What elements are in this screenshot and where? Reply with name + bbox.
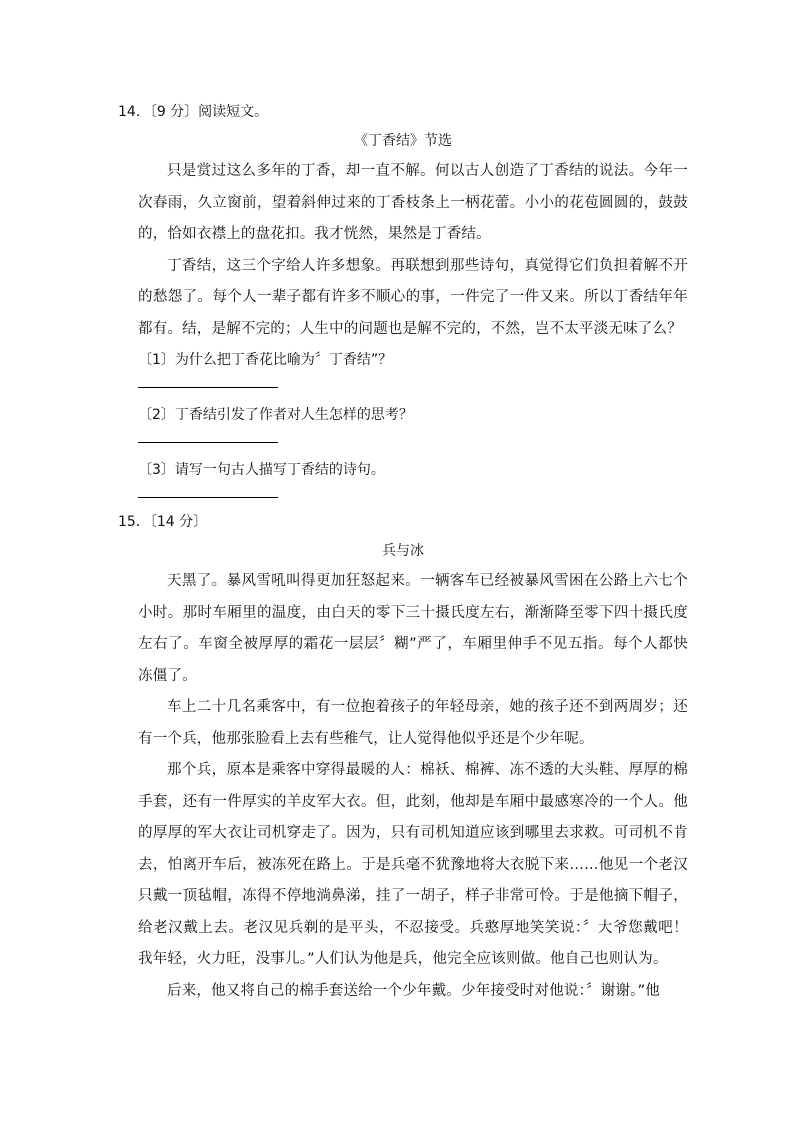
page-content xyxy=(118,100,688,1007)
sub-question-1: 〔1〕为什么把丁香花比喻为〞丁香结”？ xyxy=(138,352,393,368)
passage-paragraph: 只是赏过这么多年的丁香，却一直不解。何以古人创造了丁香结的说法。今年一次春雨，久立窗前，望着斜伸过来的丁香枝条上一柄花蕾。小小的花苞圆圆的，鼓鼓的，恰如衣襟上的盘花扣。我才恍然，果然是丁香结。 xyxy=(138,163,688,242)
passage-paragraph: 天黑了。暴风雪吼叫得更加狂怒起来。一辆客车已经被暴风雪困在公路上六七个小时。那时车厢里的温度，由白天的零下三十摄氏度左右，渐渐降至零下四十摄氏度左右了。车窗全被厚厚的霜花一层层〞糊”严了，车厢里伸手不见五指。每个人都快冻僵了。 xyxy=(138,573,688,684)
question-15-header: 15．〔14 分〕 xyxy=(118,514,208,530)
passage-paragraph: 那个兵，原本是乘客中穿得最暖的人：棉袄、棉裤、冻不透的大头鞋、厚厚的棉手套，还有一件厚实的羊皮军大衣。但，此刻，他却是车厢中最感寒冷的一个人。他的厚厚的军大衣让司机穿走了。因为，只有司机知道应该到哪里去求救。可司机不肯去，怕离开车后，被冻死在路上。于是兵毫不犹豫地将大衣脱下来……他见一个老汉只戴一顶毡帽，冻得不停地淌鼻涕，挂了一胡子，样子非常可怜。于是他摘下帽子，给老汉戴上去。老汉见兵剃的是平头，不忍接受。兵憨厚地笑笑说：〞大爷您戴吧！我年轻，火力旺，没事儿。”人们认为他是兵，他完全应该则做。他自己也则认为。 xyxy=(138,762,688,967)
answer-line-1[interactable] xyxy=(138,387,278,388)
passage-paragraph: 车上二十几名乘客中，有一位抱着孩子的年轻母亲，她的孩子还不到两周岁；还有一个兵，他那张脸看上去有些稚气，让人觉得他似乎还是个少年呢。 xyxy=(138,699,688,747)
passage-title-dingxiangjie: 《丁香结》节选 xyxy=(354,133,452,149)
sub-question-3: 〔3〕请写一句古人描写丁香结的诗句。 xyxy=(138,462,385,478)
passage-paragraph: 丁香结，这三个字给人许多想象。再联想到那些诗句，真觉得它们负担着解不开的愁怨了。每个人一辈子都有许多不顺心的事，一件完了一件又来。所以丁香结年年都有。结，是解不完的；人生中的问题也是解不完的，不然，岂不太平淡无味了么？ xyxy=(138,257,688,337)
question-14-header: 14．〔9 分〕阅读短文。 xyxy=(118,104,269,120)
question-14 xyxy=(118,100,688,498)
passage-title-bing-yu-bing: 兵与冰 xyxy=(382,543,424,559)
answer-line-2[interactable] xyxy=(138,442,278,443)
answer-line-3[interactable] xyxy=(138,497,278,498)
question-15 xyxy=(118,510,688,1007)
sub-question-2: 〔2〕丁香结引发了作者对人生怎样的思考？ xyxy=(138,407,413,423)
passage-paragraph: 后来，他又将自己的棉手套送给一个少年戴。少年接受时对他说：〞谢谢。”他 xyxy=(167,982,661,999)
